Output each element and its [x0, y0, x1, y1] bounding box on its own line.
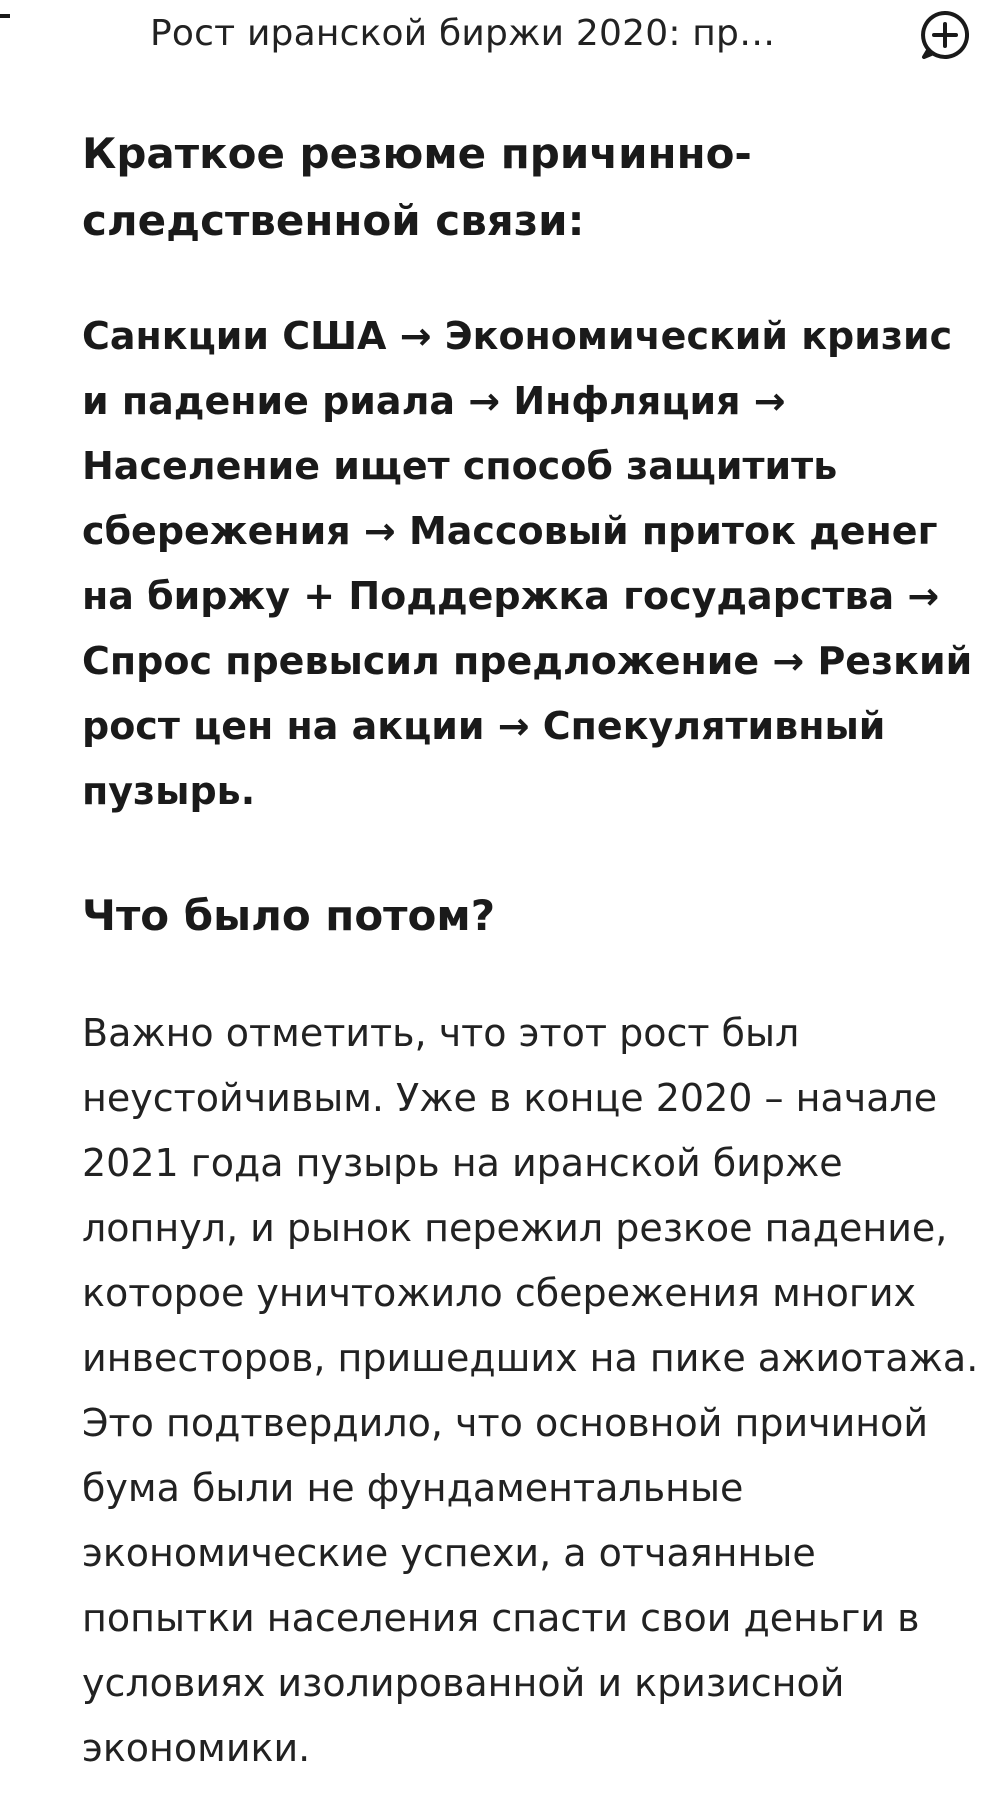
top-bar [0, 0, 1005, 70]
new-chat-plus-icon[interactable] [918, 8, 972, 62]
message-content [82, 120, 982, 1781]
aftermath-heading: Что было потом? [82, 891, 496, 940]
summary-heading: Краткое резюме причинно-следственной связи: [82, 129, 752, 245]
cause-effect-chain: Санкции США → Экономический кризис и падение риала → Инфляция → Население ищет способ защитить сбережения → Массовый приток денег на биржу + Поддержка государства → Спрос превысил предложение → Резкий рост цен на акции → Спекулятивный пузырь. [82, 314, 973, 813]
back-icon[interactable] [0, 14, 10, 18]
aftermath-paragraph: Важно отметить, что этот рост был неустойчивым. Уже в конце 2020 – начале 2021 года пузырь на иранской бирже лопнул, и рынок пережил резкое падение, которое уничтожило сбережения многих инвесторов, пришедших на пике ажиотажа. Это подтвердило, что основной причиной бума были не фундаментальные экономические успехи, а отчаянные попытки населения спасти свои деньги в условиях изолированной и кризисной экономики. [82, 1011, 979, 1770]
conversation-title: Рост иранской биржи 2020: пр… [150, 13, 776, 54]
